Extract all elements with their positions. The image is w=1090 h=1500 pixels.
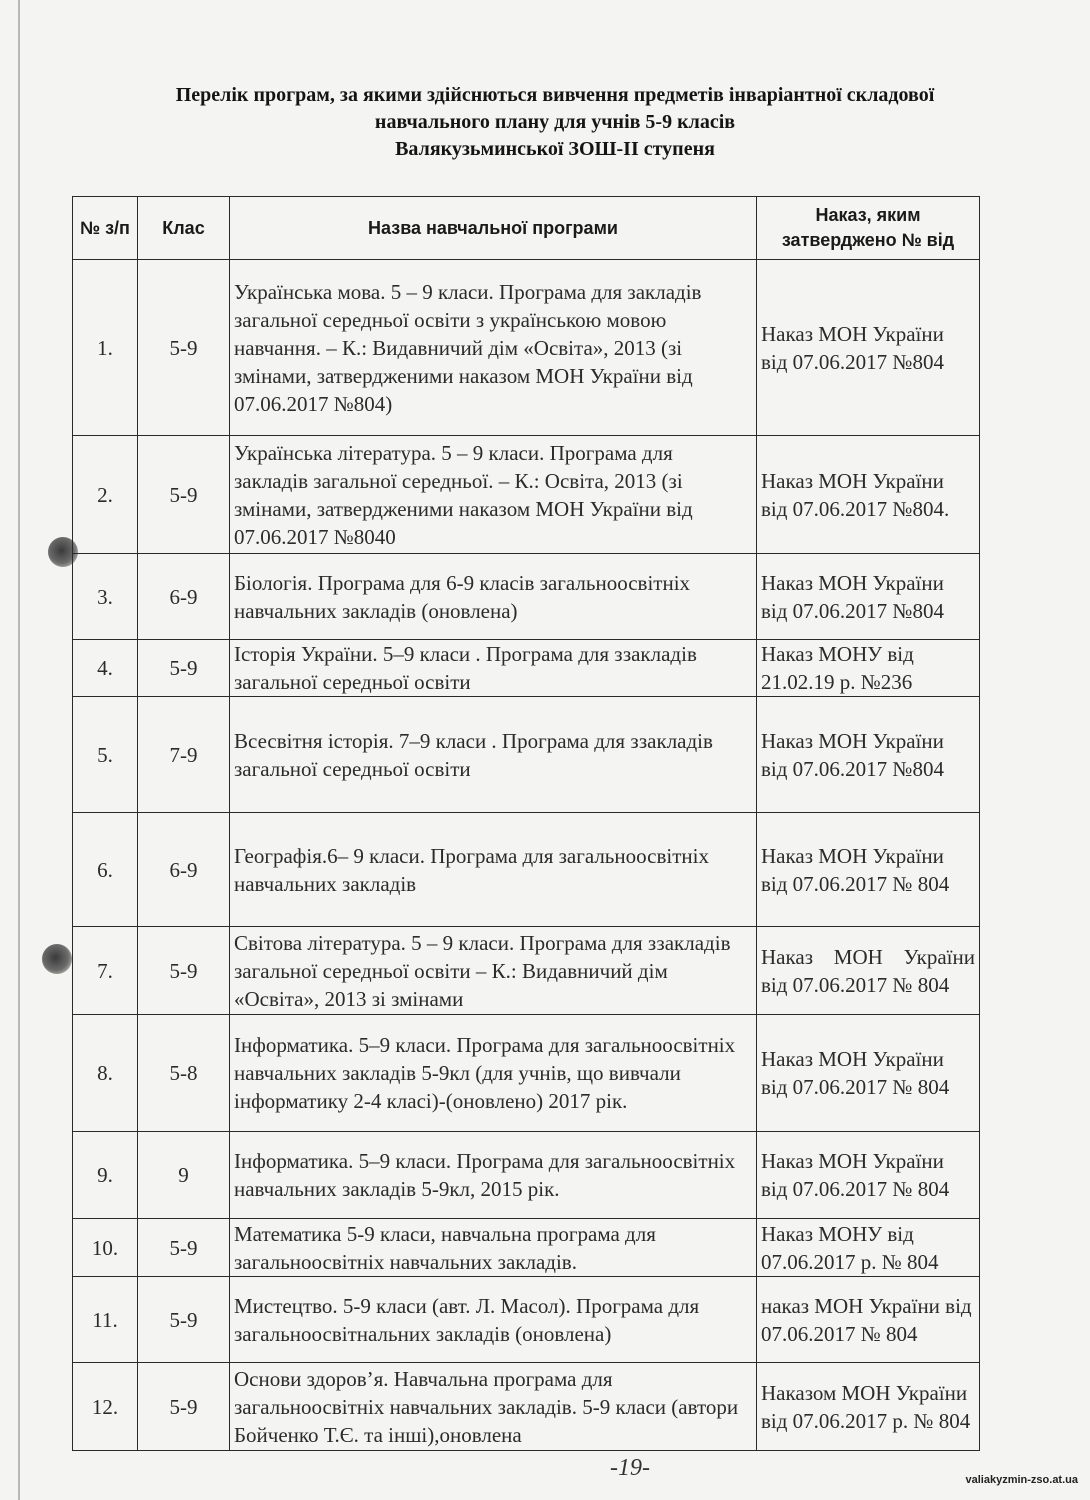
row-program: Інформатика. 5–9 класи. Програма для загальноосвітніх навчальних закладів 5-9кл, 2015 рік. [230, 1132, 757, 1219]
footer-url: valiakyzmin-zso.at.ua [965, 1474, 1078, 1486]
row-order: Наказ МОНУ від 07.06.2017 р. № 804 [757, 1219, 980, 1277]
row-order: Наказ МОН України від 07.06.2017 № 804 [757, 927, 980, 1015]
row-order: Наказ МОНУ від 21.02.19 р. №236 [757, 640, 980, 697]
header-program: Назва навчальної програми [230, 197, 757, 260]
row-class: 5-8 [138, 1015, 230, 1132]
row-program: Українська література. 5 – 9 класи. Програма для закладів загальної середньої. – К.: Освіта, 2013 (зі змінами, затвердженими наказом МОН України від 07.06.2017 №8040 [230, 436, 757, 554]
table-row [73, 1219, 980, 1277]
row-num: 7. [73, 927, 138, 1015]
row-order: Наказ МОН України від 07.06.2017 №804 [757, 260, 980, 436]
row-program: Біологія. Програма для 6-9 класів загальноосвітніх навчальних закладів (оновлена) [230, 554, 757, 640]
table-row [73, 640, 980, 697]
programs-table [72, 196, 980, 1451]
row-class: 6-9 [138, 813, 230, 927]
row-class: 5-9 [138, 640, 230, 697]
row-order: Наказ МОН України від 07.06.2017 № 804 [757, 1132, 980, 1219]
table-row [73, 1363, 980, 1451]
row-num: 10. [73, 1219, 138, 1277]
row-num: 1. [73, 260, 138, 436]
header-num: № з/п [73, 197, 138, 260]
title-line-3: Валякузьминської ЗОШ-ІІ ступеня [395, 138, 715, 160]
row-order: Наказ МОН України від 07.06.2017 №804. [757, 436, 980, 554]
row-program: Історія України. 5–9 класи . Програма для ззакладів загальної середньої освіти [230, 640, 757, 697]
row-class: 5-9 [138, 1219, 230, 1277]
row-program: Основи здоров’я. Навчальна програма для загальноосвітніх навчальних закладів. 5-9 класи (автори Бойченко Т.Є. та інші),оновлена [230, 1363, 757, 1451]
row-order: Наказ МОН України від 07.06.2017 № 804 [757, 1015, 980, 1132]
table-header-row [73, 197, 980, 260]
row-class: 5-9 [138, 436, 230, 554]
row-program: Інформатика. 5–9 класи. Програма для загальноосвітніх навчальних закладів 5-9кл (для учнів, що вивчали інформатику 2-4 класі)-(оновлено) 2017 рік. [230, 1015, 757, 1132]
row-program: Мистецтво. 5-9 класи (авт. Л. Масол). Програма для загальноосвітнальних закладів (оновлена) [230, 1277, 757, 1363]
row-program: Математика 5-9 класи, навчальна програма для загальноосвітніх навчальних закладів. [230, 1219, 757, 1277]
row-order: наказ МОН України від 07.06.2017 № 804 [757, 1277, 980, 1363]
title-line-1: Перелік програм, за якими здійснються вивчення предметів інваріантної складової [175, 84, 935, 106]
header-order: Наказ, яким затверджено № від [757, 197, 980, 260]
row-class: 5-9 [138, 260, 230, 436]
row-class: 6-9 [138, 554, 230, 640]
row-order: Наказ МОН України від 07.06.2017 № 804 [757, 813, 980, 927]
row-class: 5-9 [138, 1363, 230, 1451]
row-class: 9 [138, 1132, 230, 1219]
row-order: Наказом МОН України від 07.06.2017 р. № 804 [757, 1363, 980, 1451]
row-num: 6. [73, 813, 138, 927]
table-row [73, 1015, 980, 1132]
row-num: 12. [73, 1363, 138, 1451]
row-num: 8. [73, 1015, 138, 1132]
row-class: 5-9 [138, 927, 230, 1015]
table-row [73, 260, 980, 436]
row-num: 2. [73, 436, 138, 554]
row-num: 9. [73, 1132, 138, 1219]
table-row [73, 436, 980, 554]
title-line-2: навчального плану для учнів 5-9 класів [374, 111, 736, 133]
row-order: Наказ МОН України від 07.06.2017 №804 [757, 554, 980, 640]
page-edge [18, 0, 20, 1500]
table-row [73, 813, 980, 927]
table-row [73, 697, 980, 813]
row-program: Світова література. 5 – 9 класи. Програма для ззакладів загальної середньої освіти – К.: Видавничий дім «Освіта», 2013 зі змінами [230, 927, 757, 1015]
document-title [60, 82, 1050, 163]
table-row [73, 1132, 980, 1219]
punch-hole [42, 944, 72, 974]
row-num: 4. [73, 640, 138, 697]
table-row [73, 927, 980, 1015]
table-row [73, 1277, 980, 1363]
row-order: Наказ МОН України від 07.06.2017 №804 [757, 697, 980, 813]
table-row [73, 554, 980, 640]
row-num: 3. [73, 554, 138, 640]
row-num: 11. [73, 1277, 138, 1363]
header-class: Клас [138, 197, 230, 260]
page-number: -19- [610, 1455, 650, 1481]
row-program: Всесвітня історія. 7–9 класи . Програма для ззакладів загальної середньої освіти [230, 697, 757, 813]
row-num: 5. [73, 697, 138, 813]
row-class: 5-9 [138, 1277, 230, 1363]
row-program: Географія.6– 9 класи. Програма для загальноосвітніх навчальних закладів [230, 813, 757, 927]
row-class: 7-9 [138, 697, 230, 813]
row-program: Українська мова. 5 – 9 класи. Програма для закладів загальної середньої освіти з українською мовою навчання. – К.: Видавничий дім «Освіта», 2013 (зі змінами, затвердженими наказом МОН України від 07.06.2017 №804) [230, 260, 757, 436]
